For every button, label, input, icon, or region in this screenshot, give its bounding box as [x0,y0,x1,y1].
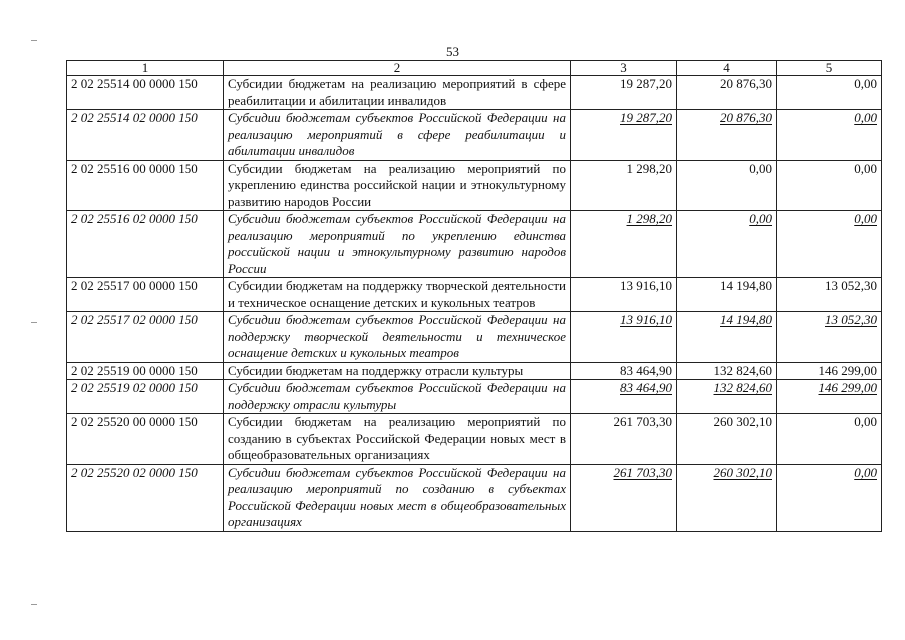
scan-margin-mark [31,604,37,605]
budget-table [66,60,882,532]
budget-code: 2 02 25516 00 0000 150 [67,160,224,211]
item-name: Субсидии бюджетам на реализацию мероприятий в сфере реабилитации и абилитации инвалидов [224,76,571,110]
table-row [67,362,882,380]
budget-code: 2 02 25516 02 0000 150 [67,211,224,278]
budget-code: 2 02 25517 02 0000 150 [67,312,224,363]
item-name: Субсидии бюджетам на поддержку творческой деятельности и техническое оснащение детских и кукольных театров [224,278,571,312]
scan-margin-mark [31,322,37,323]
value-col-3: 261 703,30 [571,464,677,531]
value-col-4: 20 876,30 [677,76,777,110]
budget-code: 2 02 25519 02 0000 150 [67,380,224,414]
budget-code: 2 02 25520 02 0000 150 [67,464,224,531]
table-row [67,160,882,211]
value-col-3: 261 703,30 [571,414,677,465]
value-col-4: 132 824,60 [677,362,777,380]
value-col-4: 20 876,30 [677,110,777,161]
value-col-5: 13 052,30 [777,312,882,363]
value-col-3: 83 464,90 [571,362,677,380]
item-name: Субсидии бюджетам на реализацию мероприятий по созданию в субъектах Российской Федерации новых мест в общеобразовательных организациях [224,414,571,465]
table-row [67,464,882,531]
value-col-3: 83 464,90 [571,380,677,414]
column-header-3: 3 [571,61,677,76]
table-row [67,76,882,110]
value-col-3: 1 298,20 [571,211,677,278]
value-col-3: 13 916,10 [571,312,677,363]
value-col-5: 0,00 [777,160,882,211]
budget-code: 2 02 25517 00 0000 150 [67,278,224,312]
value-col-4: 260 302,10 [677,464,777,531]
table-row [67,278,882,312]
column-header-2: 2 [224,61,571,76]
item-name: Субсидии бюджетам субъектов Российской Федерации на реализацию мероприятий по созданию в субъектах Российской Федерации новых мест в общеобразовательных организациях [224,464,571,531]
table-row [67,414,882,465]
value-col-5: 0,00 [777,211,882,278]
item-name: Субсидии бюджетам субъектов Российской Федерации на поддержку творческой деятельности и техническое оснащение детских и кукольных театров [224,312,571,363]
value-col-5: 13 052,30 [777,278,882,312]
value-col-4: 260 302,10 [677,414,777,465]
item-name: Субсидии бюджетам на реализацию мероприятий по укреплению единства российской нации и этнокультурному развитию народов России [224,160,571,211]
item-name: Субсидии бюджетам субъектов Российской Федерации на реализацию мероприятий по укреплению единства российской нации и этнокультурному развитию народов России [224,211,571,278]
budget-code: 2 02 25520 00 0000 150 [67,414,224,465]
value-col-5: 0,00 [777,76,882,110]
table-row [67,380,882,414]
item-name: Субсидии бюджетам на поддержку отрасли культуры [224,362,571,380]
value-col-4: 0,00 [677,160,777,211]
column-header-4: 4 [677,61,777,76]
value-col-3: 19 287,20 [571,76,677,110]
value-col-5: 0,00 [777,110,882,161]
value-col-5: 0,00 [777,464,882,531]
value-col-4: 0,00 [677,211,777,278]
value-col-4: 14 194,80 [677,312,777,363]
value-col-3: 19 287,20 [571,110,677,161]
budget-code: 2 02 25519 00 0000 150 [67,362,224,380]
table-row [67,211,882,278]
table-header-row [67,61,882,76]
value-col-3: 13 916,10 [571,278,677,312]
page-number: 53 [446,44,459,59]
table-row [67,312,882,363]
value-col-4: 132 824,60 [677,380,777,414]
item-name: Субсидии бюджетам субъектов Российской Федерации на реализацию мероприятий в сфере реабилитации и абилитации инвалидов [224,110,571,161]
item-name: Субсидии бюджетам субъектов Российской Федерации на поддержку отрасли культуры [224,380,571,414]
value-col-5: 146 299,00 [777,380,882,414]
value-col-3: 1 298,20 [571,160,677,211]
table-row [67,110,882,161]
value-col-5: 146 299,00 [777,362,882,380]
column-header-5: 5 [777,61,882,76]
value-col-5: 0,00 [777,414,882,465]
value-col-4: 14 194,80 [677,278,777,312]
column-header-1: 1 [67,61,224,76]
budget-code: 2 02 25514 02 0000 150 [67,110,224,161]
budget-code: 2 02 25514 00 0000 150 [67,76,224,110]
scan-margin-mark [31,40,37,41]
